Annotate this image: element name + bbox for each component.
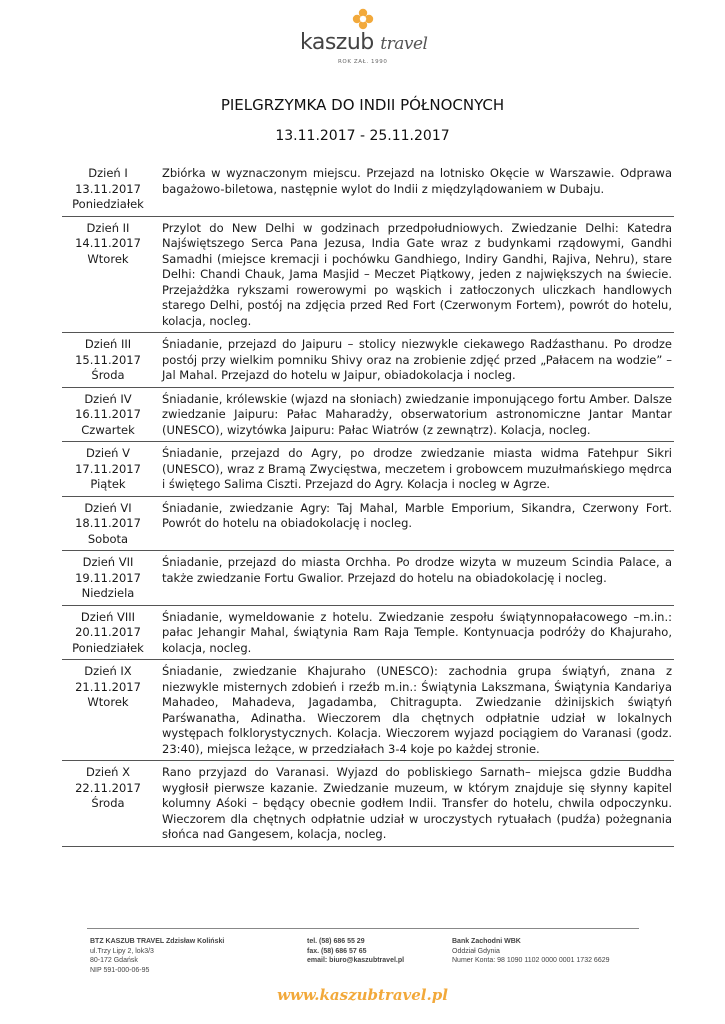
day-cell	[62, 501, 154, 548]
day-cell	[62, 446, 154, 493]
itinerary-row	[62, 761, 674, 847]
day-description: Śniadanie, zwiedzanie Agry: Taj Mahal, Marble Emporium, Sikandra, Czerwony Fort. Powrót do hotelu na obiadokolację i nocleg.	[162, 500, 672, 530]
day-weekday: Środa	[91, 368, 125, 382]
day-weekday: Piątek	[90, 477, 126, 491]
company-nip: NIP 591-000-06-95	[90, 966, 150, 974]
day-date: 22.11.2017	[75, 780, 141, 795]
page-title: PIELGRZYMKA DO INDII PÓŁNOCNYCH	[220, 96, 505, 114]
day-description: Przylot do New Delhi w godzinach przedpołudniowych. Zwiedzanie Delhi: Katedra Najświętszego Serca Pana Jezusa, India Gate wraz z budynkami rządowymi, Gandhi Samadhi (miejsce kremacji i pochówku Gandhiego, Indiry Gandhi, Rajiva, Nehru), stare Delhi: Chandi Chauk, Jama Masjid – Meczet Piątkowy, jeden z największych na świecie. Przejażdżka rykszami rowerowymi po wąskich i zatłoczonych uliczkach handlowych starego Delhi, postój na zdjęcia przed Red Fort (Czerwonym Fortem), powrót do hotelu, kolacja, nocleg.	[162, 220, 672, 328]
day-description: Śniadanie, przejazd do miasta Orchha. Po drodze wizyta w muzeum Scindia Palace, a także zwiedzanie Fortu Gwalior. Przejazd do hotelu na obiadokolację i nocleg.	[162, 555, 672, 585]
logo-wordmark	[300, 30, 427, 55]
itinerary-row	[62, 333, 674, 388]
itinerary-row	[62, 162, 674, 217]
logo-suffix: travel	[380, 34, 428, 54]
day-label: Dzień VI	[84, 500, 132, 515]
itinerary-row	[62, 497, 674, 552]
day-label: Dzień IX	[84, 664, 132, 678]
itinerary-row	[62, 660, 674, 761]
day-date: 16.11.2017	[75, 407, 141, 421]
day-date: 19.11.2017	[75, 570, 141, 585]
company-street: ul.Trzy Lipy 2, lok3/3	[90, 947, 154, 955]
footer-contact	[307, 937, 404, 966]
day-weekday: Wtorek	[87, 695, 129, 709]
logo-brand: kaszub	[300, 30, 374, 55]
website-link[interactable]: www.kaszubtravel.pl	[277, 986, 448, 1004]
day-label: Dzień V	[86, 446, 130, 460]
day-label: Dzień IV	[84, 391, 132, 406]
day-cell	[62, 765, 154, 843]
itinerary-row	[62, 551, 674, 606]
day-description: Zbiórka w wyznaczonym miejscu. Przejazd na lotnisko Okęcie w Warszawie. Odprawa bagażowo-biletowa, następnie wylot do Indii z międzylądowaniem w Dubaju.	[162, 166, 672, 196]
footer-company	[90, 937, 224, 975]
footer-divider	[87, 928, 639, 929]
contact-fax: fax. (58) 686 57 65	[307, 947, 367, 955]
day-weekday: Wtorek	[87, 251, 129, 266]
itinerary-row	[62, 217, 674, 334]
day-weekday: Poniedziałek	[72, 197, 144, 211]
day-cell	[62, 337, 154, 384]
logo-since: ROK ZAŁ. 1990	[338, 59, 388, 65]
day-date: 15.11.2017	[75, 352, 141, 367]
day-cell	[62, 610, 154, 657]
contact-phone: tel. (58) 686 55 29	[307, 938, 365, 945]
bank-name: Bank Zachodni WBK	[452, 938, 521, 945]
day-weekday: Niedziela	[81, 586, 135, 600]
itinerary-row	[62, 442, 674, 497]
day-date: 21.11.2017	[75, 679, 141, 694]
day-cell	[62, 221, 154, 330]
itinerary-table	[62, 162, 674, 847]
day-description: Śniadanie, wymeldowanie z hotelu. Zwiedzanie zespołu świątynnopałacowego –m.in.: pałac Jehangir Mahal, świątynia Ram Raja Temple. Kontynuacja podróży do Khajuraho, kolacja, nocleg.	[162, 609, 672, 655]
company-city: 80-172 Gdańsk	[90, 957, 138, 964]
trip-dates: 13.11.2017 - 25.11.2017	[275, 128, 450, 144]
day-label: Dzień VIII	[80, 609, 136, 624]
day-label: Dzień III	[84, 337, 132, 351]
flower-logo-icon	[352, 8, 374, 30]
day-date: 13.11.2017	[75, 181, 141, 196]
day-cell	[62, 166, 154, 213]
day-cell	[62, 555, 154, 602]
day-date: 14.11.2017	[75, 236, 141, 250]
itinerary-row	[62, 388, 674, 443]
day-weekday: Czwartek	[81, 422, 135, 437]
itinerary-row	[62, 606, 674, 661]
day-label: Dzień I	[88, 166, 128, 180]
company-logo	[300, 8, 430, 68]
day-label: Dzień VII	[82, 555, 134, 569]
day-description: Śniadanie, zwiedzanie Khajuraho (UNESCO): zachodnia grupa świątyń, znana z niezwykle misternych zdobień i rzeźb m.in.: Świątynia Lakszmana, Świątynia Kandariya Mahadeo, Mahadeva, Jagadamba, Chitragupta. Zwiedzanie dżinijskich świątyń Parśwanatha, Adinatha. Wieczorem dla chętnych odpłatnie udział w lokalnych występach folklorystycznych. Kolacja. Wieczorem wyjazd pociągiem do Varanasi (godz. 23:40), miejsca leżące, w przedziałach 3-4 koje po każdej stronie.	[162, 664, 672, 756]
day-description: Śniadanie, przejazd do Agry, po drodze zwiedzanie miasta widma Fatehpur Sikri (UNESCO), wraz z Bramą Zwycięstwa, meczetem i grobowcem muzułmańskiego mędrca i świętego Salima Ciszti. Przejazd do Agry. Kolacja i nocleg w Agrze.	[162, 446, 672, 491]
day-weekday: Poniedziałek	[72, 640, 144, 655]
day-weekday: Sobota	[87, 531, 129, 546]
day-label: Dzień II	[86, 220, 130, 235]
day-cell	[62, 664, 154, 757]
bank-branch: Oddział Gdynia	[452, 947, 500, 955]
day-label: Dzień X	[86, 765, 130, 779]
day-date: 18.11.2017	[75, 516, 141, 530]
day-date: 20.11.2017	[75, 625, 141, 639]
day-description: Rano przyjazd do Varanasi. Wyjazd do pobliskiego Sarnath– miejsca gdzie Buddha wygłosił pierwsze kazanie. Zwiedzanie muzeum, w którym znajduje się słynny kapitel kolumny Aśoki – będący obecnie godłem Indii. Transfer do hotelu, chwila odpoczynku. Wieczorem dla chętnych odpłatnie udział w uroczystych rytuałach (pudźa) pożegnania słońca nad Gangesem, kolacja, nocleg.	[162, 765, 672, 841]
day-cell	[62, 392, 154, 439]
company-name: BTZ KASZUB TRAVEL Zdzisław Koliński	[90, 938, 225, 945]
bank-account: Numer Konta: 98 1090 1102 0000 0001 1732 6629	[452, 957, 610, 964]
day-date: 17.11.2017	[75, 461, 141, 476]
day-description: Śniadanie, przejazd do Jaipuru – stolicy niezwykle ciekawego Radźasthanu. Po drodze postój przy wielkim pomniku Shivy oraz na zrobienie zdjęć przed „Pałacem na wodzie” – Jal Mahal. Przejazd do hotelu w Jaipur, obiadokolacja i nocleg.	[162, 337, 672, 382]
day-weekday: Środa	[91, 796, 125, 810]
contact-email[interactable]: email: biuro@kaszubtravel.pl	[307, 957, 405, 964]
footer-bank	[452, 937, 610, 966]
day-description: Śniadanie, królewskie (wjazd na słoniach) zwiedzanie imponującego fortu Amber. Dalsze zwiedzanie Jaipuru: Pałac Maharadży, obserwatorium astronomiczne Jantar Mantar (UNESCO), wizytówka Jaipuru: Pałac Wiatrów (z zewnątrz). Kolacja, nocleg.	[162, 391, 672, 437]
